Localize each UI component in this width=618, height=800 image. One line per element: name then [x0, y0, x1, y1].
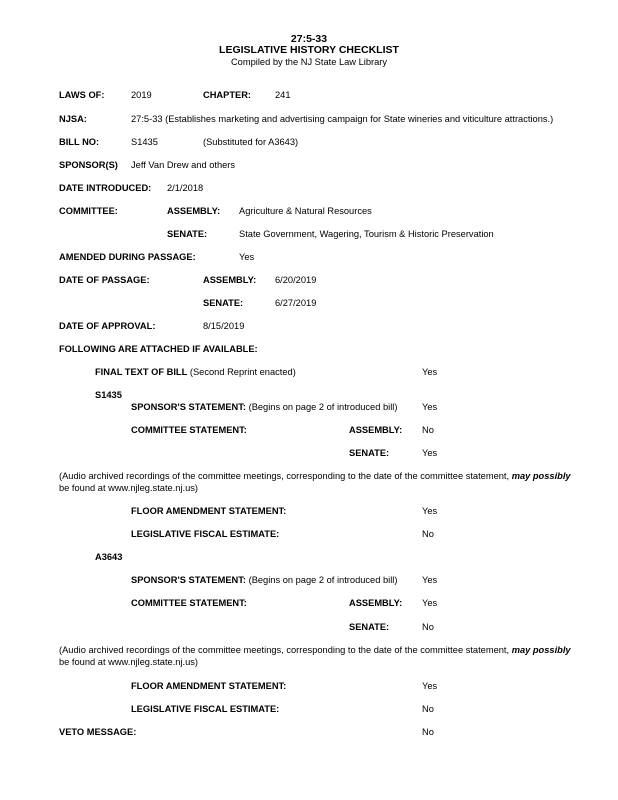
s1435-floor-label: FLOOR AMENDMENT STATEMENT: — [131, 506, 287, 516]
s1435-committee-label: COMMITTEE STATEMENT: — [131, 425, 247, 435]
bill-no-note: (Substituted for A3643) — [203, 137, 299, 147]
bill-no-value: S1435 — [131, 137, 158, 147]
s1435-assembly-value: No — [422, 425, 434, 435]
laws-of-label: LAWS OF: — [59, 90, 105, 100]
a3643-sponsor-row — [131, 575, 397, 586]
attached-heading: FOLLOWING ARE ATTACHED IF AVAILABLE: — [59, 344, 258, 354]
amended-value: Yes — [239, 252, 255, 262]
date-of-passage-label: DATE OF PASSAGE: — [59, 275, 150, 285]
date-of-approval-label: DATE OF APPROVAL: — [59, 321, 156, 331]
s1435-senate-value: Yes — [422, 448, 438, 458]
s1435-heading: S1435 — [95, 390, 122, 400]
final-text-note: (Second Reprint enacted) — [189, 367, 296, 377]
audio-note-emph: may possibly — [511, 471, 571, 481]
audio-note-3 — [59, 645, 571, 656]
bill-no-label: BILL NO: — [59, 137, 100, 147]
a3643-assembly-value: Yes — [422, 598, 438, 608]
chapter-label: CHAPTER: — [203, 90, 252, 100]
s1435-assembly-label: ASSEMBLY: — [349, 425, 403, 435]
a3643-sponsor-label: SPONSOR'S STATEMENT: — [131, 575, 246, 585]
page-title: LEGISLATIVE HISTORY CHECKLIST — [219, 44, 399, 56]
njsa-label: NJSA: — [59, 114, 87, 124]
amended-label: AMENDED DURING PASSAGE: — [59, 252, 196, 262]
s1435-sponsor-row — [131, 402, 397, 413]
a3643-sponsor-note: (Begins on page 2 of introduced bill) — [248, 575, 398, 585]
committee-label: COMMITTEE: — [59, 206, 118, 216]
committee-senate-label: SENATE: — [167, 229, 208, 239]
njsa-value: 27:5-33 (Establishes marketing and advertising campaign for State wineries and viticulture attractions.) — [131, 114, 554, 124]
final-text-row — [95, 367, 296, 378]
a3643-floor-label: FLOOR AMENDMENT STATEMENT: — [131, 681, 287, 691]
audio-note-4: be found at www.njleg.state.nj.us) — [59, 657, 199, 667]
committee-assembly-label: ASSEMBLY: — [167, 206, 221, 216]
a3643-senate-label: SENATE: — [349, 622, 390, 632]
s1435-sponsor-label: SPONSOR'S STATEMENT: — [131, 402, 246, 412]
committee-senate-value: State Government, Wagering, Tourism & Historic Preservation — [239, 229, 494, 239]
audio-note-emph-2: may possibly — [511, 645, 571, 655]
veto-label: VETO MESSAGE: — [59, 727, 137, 737]
veto-value: No — [422, 727, 434, 737]
passage-assembly-label: ASSEMBLY: — [203, 275, 257, 285]
final-text-value: Yes — [422, 367, 438, 377]
final-text-label: FINAL TEXT OF BILL — [95, 367, 188, 377]
sponsors-value: Jeff Van Drew and others — [131, 160, 236, 170]
passage-assembly-value: 6/20/2019 — [275, 275, 317, 285]
audio-note-text: (Audio archived recordings of the committee meetings, corresponding to the date of the committee statement, — [59, 471, 512, 481]
audio-note-2: be found at www.njleg.state.nj.us) — [59, 483, 199, 493]
date-of-approval-value: 8/15/2019 — [203, 321, 245, 331]
sponsors-label: SPONSOR(S) — [59, 160, 118, 170]
audio-note-text-2: (Audio archived recordings of the committee meetings, corresponding to the date of the committee statement, — [59, 645, 512, 655]
a3643-floor-value: Yes — [422, 681, 438, 691]
a3643-heading: A3643 — [95, 552, 123, 562]
a3643-fiscal-label: LEGISLATIVE FISCAL ESTIMATE: — [131, 704, 280, 714]
citation: 27:5-33 — [290, 33, 328, 45]
passage-senate-value: 6/27/2019 — [275, 298, 317, 308]
date-introduced-value: 2/1/2018 — [167, 183, 204, 193]
a3643-assembly-label: ASSEMBLY: — [349, 598, 403, 608]
a3643-committee-label: COMMITTEE STATEMENT: — [131, 598, 247, 608]
audio-note-1 — [59, 471, 571, 482]
a3643-sponsor-value: Yes — [422, 575, 438, 585]
passage-senate-label: SENATE: — [203, 298, 244, 308]
chapter-value: 241 — [275, 90, 291, 100]
s1435-sponsor-note: (Begins on page 2 of introduced bill) — [248, 402, 398, 412]
page-subtitle: Compiled by the NJ State Law Library — [230, 57, 388, 67]
a3643-fiscal-value: No — [422, 704, 434, 714]
laws-of-value: 2019 — [131, 90, 152, 100]
s1435-senate-label: SENATE: — [349, 448, 390, 458]
s1435-fiscal-label: LEGISLATIVE FISCAL ESTIMATE: — [131, 529, 280, 539]
a3643-senate-value: No — [422, 622, 434, 632]
committee-assembly-value: Agriculture & Natural Resources — [239, 206, 372, 216]
s1435-fiscal-value: No — [422, 529, 434, 539]
s1435-sponsor-value: Yes — [422, 402, 438, 412]
s1435-floor-value: Yes — [422, 506, 438, 516]
date-introduced-label: DATE INTRODUCED: — [59, 183, 152, 193]
